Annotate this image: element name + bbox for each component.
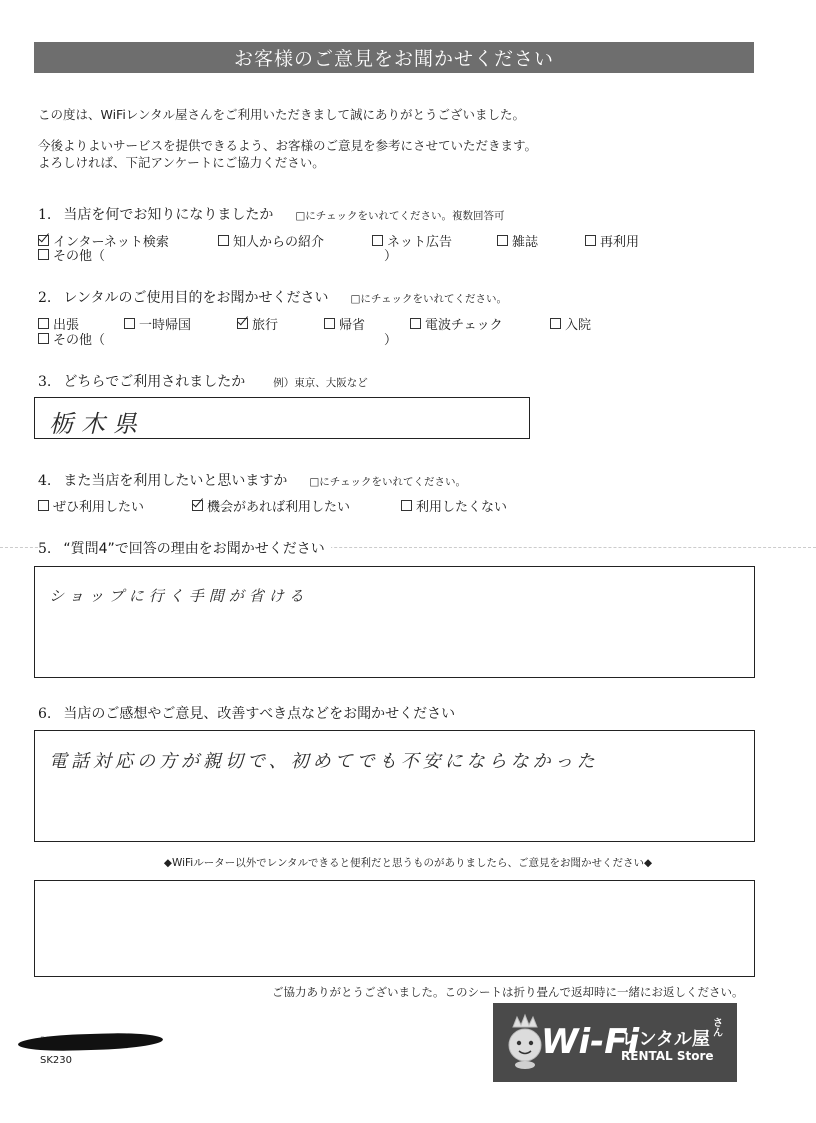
q3-handwritten-answer: 栃木県 (49, 410, 145, 438)
option-label: 旅行 (252, 318, 279, 333)
question-note: □にチェックをいれてください。 (309, 476, 466, 488)
question-number: 1. (38, 207, 52, 223)
option-label: 電波チェック (425, 318, 503, 333)
q1-option-magazine[interactable] (497, 231, 538, 250)
option-label: その他（ (53, 249, 106, 264)
q1-option-reuse[interactable] (585, 231, 639, 250)
option-label: 利用したくない (416, 500, 508, 515)
intro-line-2: 今後よりよいサービスを提供できるよう、お客様のご意見を参考にさせていただきます。 (38, 138, 538, 153)
option-label: その他（ (53, 333, 106, 348)
question-note: □にチェックをいれてください。 (350, 293, 508, 305)
question-6-header (38, 703, 455, 723)
checkbox[interactable] (38, 318, 49, 329)
question-number: 6. (38, 706, 52, 722)
logo-wifi-text: Wi-Fi (541, 1022, 640, 1062)
option-label: 入院 (565, 318, 592, 333)
option-label: 機会があれば利用したい (207, 500, 351, 515)
q4-option-if-opportunity[interactable] (192, 496, 350, 515)
question-1-header (38, 204, 504, 224)
redaction-mark (18, 1031, 163, 1052)
q2-option-homecoming[interactable] (324, 314, 365, 333)
logo-en-text: RENTAL Store (621, 1049, 714, 1063)
q5-handwritten-answer: ショップに行く手間が省ける (49, 587, 309, 605)
checkbox[interactable] (38, 333, 49, 344)
option-label: インターネット検索 (53, 235, 169, 250)
q6-handwritten-answer: 電話対応の方が親切で、初めてでも不安にならなかった (49, 751, 599, 772)
checkbox[interactable] (324, 318, 335, 329)
question-2-header (38, 287, 507, 307)
company-logo (493, 1003, 737, 1082)
checkbox[interactable] (410, 318, 421, 329)
page-title: お客様のご意見をお聞かせください (34, 42, 754, 73)
question-note: □にチェックをいれてください。複数回答可 (295, 210, 505, 222)
q3-answer-box[interactable] (34, 397, 530, 439)
checkbox[interactable] (38, 249, 49, 260)
thanks-note: ご協力ありがとうございました。このシートは折り畳んで返却時に一緒にお返しください。 (272, 985, 744, 999)
q1-other-close-paren: ） (384, 249, 398, 264)
option-label: 雑誌 (512, 235, 539, 250)
checkbox[interactable] (372, 235, 383, 246)
question-number: 5. (38, 541, 52, 557)
q1-option-other[interactable] (38, 245, 105, 264)
question-text: レンタルのご使用目的をお聞かせください (63, 290, 329, 306)
checkbox[interactable] (401, 500, 412, 511)
logo-jp-small-text: さん (713, 1018, 723, 1039)
q2-option-other[interactable] (38, 329, 105, 348)
option-label: 帰省 (339, 318, 366, 333)
checkbox[interactable] (550, 318, 561, 329)
checkbox[interactable] (585, 235, 596, 246)
extra-request-prompt: ◆WiFiルーター以外でレンタルできると便利だと思うものがありましたら、ご意見をお聞かせください◆ (163, 857, 653, 869)
q2-option-travel[interactable] (237, 314, 278, 333)
q4-option-definitely[interactable] (38, 496, 144, 515)
q2-option-temporary-return[interactable] (124, 314, 191, 333)
sheet-code: SK230 (40, 1055, 72, 1066)
logo-jp-text: レンタル屋 (621, 1029, 710, 1050)
question-text: “質問4”で回答の理由をお聞かせください (63, 541, 325, 557)
question-text: 当店を何でお知りになりましたか (63, 207, 274, 223)
checkbox[interactable] (218, 235, 229, 246)
checkbox[interactable] (38, 500, 49, 511)
extra-request-box[interactable] (34, 880, 755, 977)
q2-option-signal-check[interactable] (410, 314, 503, 333)
question-number: 2. (38, 290, 52, 306)
q2-option-hospital[interactable] (550, 314, 591, 333)
option-label: 出張 (53, 318, 80, 333)
question-4-header (38, 470, 466, 490)
option-label: 再利用 (600, 235, 640, 250)
option-label: 知人からの紹介 (233, 235, 325, 250)
option-label: ネット広告 (387, 235, 453, 250)
question-text: どちらでご利用されましたか (63, 374, 246, 390)
q5-answer-box[interactable] (34, 566, 755, 678)
q1-option-referral[interactable] (218, 231, 324, 250)
intro-line-1: この度は、WiFiレンタル屋さんをご利用いただきまして誠にありがとうございました。 (38, 107, 526, 122)
checkbox[interactable] (124, 318, 135, 329)
q4-option-no[interactable] (401, 496, 507, 515)
question-text: また当店を利用したいと思いますか (63, 473, 288, 489)
question-number: 3. (38, 374, 52, 390)
checkbox-checked[interactable] (192, 500, 203, 511)
question-note: 例）東京、大阪など (273, 377, 368, 389)
question-text: 当店のご感想やご意見、改善すべき点などをお聞かせください (63, 706, 456, 722)
q2-other-close-paren: ） (384, 333, 398, 348)
checkbox[interactable] (497, 235, 508, 246)
checkbox-checked[interactable] (237, 318, 248, 329)
mascot-icon (505, 1013, 545, 1071)
option-label: 一時帰国 (139, 318, 192, 333)
question-3-header (38, 371, 368, 391)
question-number: 4. (38, 473, 52, 489)
option-label: ぜひ利用したい (53, 500, 145, 515)
intro-line-3: よろしければ、下記アンケートにご協力ください。 (38, 155, 325, 170)
question-5-header (38, 538, 331, 558)
q6-answer-box[interactable] (34, 730, 755, 842)
